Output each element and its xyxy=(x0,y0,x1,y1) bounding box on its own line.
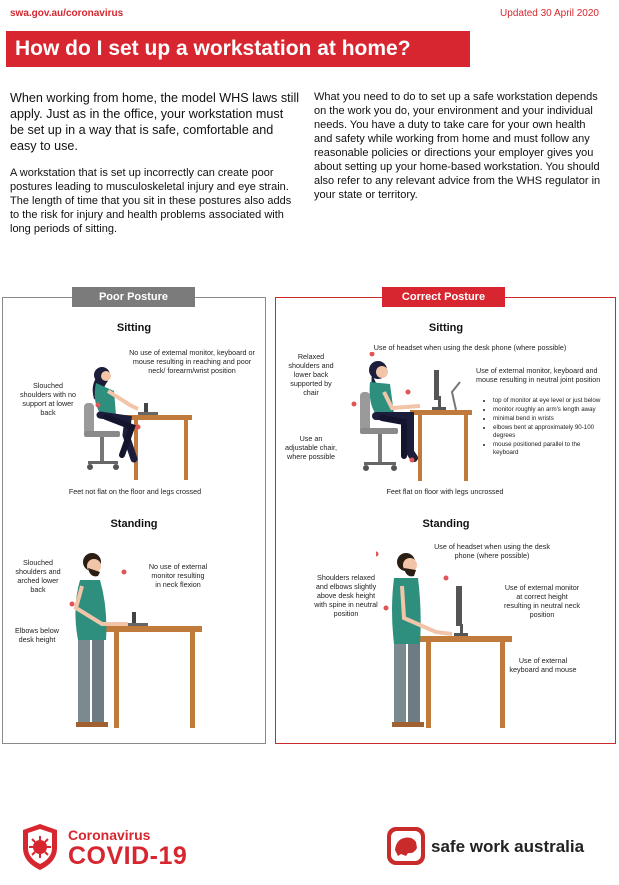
poor-posture-tag: Poor Posture xyxy=(72,287,195,307)
poor-standing-no-monitor-label: No use of external monitor resulting in neck flexion xyxy=(148,562,208,589)
correct-standing-keyboard-label: Use of external keyboard and mouse xyxy=(509,656,577,674)
poor-sitting-heading: Sitting xyxy=(116,322,152,334)
poor-standing-heading: Standing xyxy=(110,518,158,530)
correct-sitting-tip: • monitor roughly an arm's length away xyxy=(493,406,606,414)
correct-sitting-tip: • elbows bent at approximately 90-100 degrees xyxy=(493,424,606,440)
poor-sitting-feet-label: Feet not flat on the floor and legs crossed xyxy=(68,487,202,496)
correct-sitting-headset-label: Use of headset when using the desk phone (where possible) xyxy=(373,343,567,352)
intro-lead-paragraph: When working from home, the model WHS laws still apply. Just as in the office, your workstation must be set up in a way that is safe, comfortable and easy to use. xyxy=(10,91,300,153)
poor-standing-illustration xyxy=(62,548,212,733)
correct-standing-headset-label: Use of headset when using the desk phone (where possible) xyxy=(434,542,550,560)
covid-logo-line2: COVID-19 xyxy=(68,842,188,870)
title-banner xyxy=(6,31,470,67)
updated-date: Updated 30 April 2020 xyxy=(500,8,599,19)
safe-work-australia-wordmark: safe work australia xyxy=(431,837,585,856)
poor-standing-slouched-label: Slouched shoulders and arched lower back xyxy=(15,558,61,594)
correct-sitting-relaxed-label: Relaxed shoulders and lower back supported by chair xyxy=(288,352,334,397)
poor-sitting-illustration xyxy=(78,355,198,483)
correct-sitting-chair-label: Use an adjustable chair, where possible xyxy=(285,434,337,461)
safe-work-australia-logo-icon xyxy=(386,826,426,866)
correct-standing-heading: Standing xyxy=(422,518,470,530)
correct-sitting-heading: Sitting xyxy=(428,322,464,334)
covid-shield-icon xyxy=(20,822,60,872)
correct-sitting-feet-label: Feet flat on floor with legs uncrossed xyxy=(386,487,504,496)
correct-sitting-tip: • minimal bend in wrists xyxy=(493,415,606,423)
correct-sitting-external-label: Use of external monitor, keyboard and mouse resulting in neutral joint position xyxy=(476,366,601,384)
correct-sitting-tip: • top of monitor at eye level or just below xyxy=(493,397,606,405)
page-title: How do I set up a workstation at home? xyxy=(15,37,411,60)
intro-body-paragraph: A workstation that is set up incorrectly can create poor postures leading to musculoskeletal injury and eye strain. The length of time that you sit in these postures also adds to the risk for injury and health problems associated with long periods of sitting. xyxy=(10,167,292,235)
poor-sitting-slouched-label: Slouched shoulders with no support at lower back xyxy=(20,381,76,417)
correct-posture-tag: Correct Posture xyxy=(382,287,505,307)
correct-standing-monitor-label: Use of external monitor at correct height resulting in neutral neck position xyxy=(504,583,580,619)
correct-standing-illustration xyxy=(376,548,516,733)
correct-sitting-tip: • mouse positioned parallel to the keyboard xyxy=(493,441,606,457)
covid-logo-line1: Coronavirus xyxy=(68,827,151,843)
site-url-link[interactable]: swa.gov.au/coronavirus xyxy=(10,8,124,19)
poor-sitting-no-monitor-label: No use of external monitor, keyboard or mouse resulting in reaching and poor neck/ forearm/wrist position xyxy=(129,348,255,375)
correct-sitting-tips-list xyxy=(484,397,606,458)
poor-standing-elbows-label: Elbows below desk height xyxy=(15,626,59,644)
intro-right-paragraph: What you need to do to set up a safe workstation depends on the work you do, your environment and your individual needs. You have a duty to take care for your own health and safety while working from home and must follow any reasonable policies or directions your employer gives you about setting up your home-based workstation. You should also refer to any relevant advice from the WHS regulator in your state or territory. xyxy=(314,91,601,201)
correct-standing-shoulders-label: Shoulders relaxed and elbows slightly above desk height with spine in neutral position xyxy=(314,573,378,618)
correct-sitting-illustration xyxy=(348,352,478,486)
